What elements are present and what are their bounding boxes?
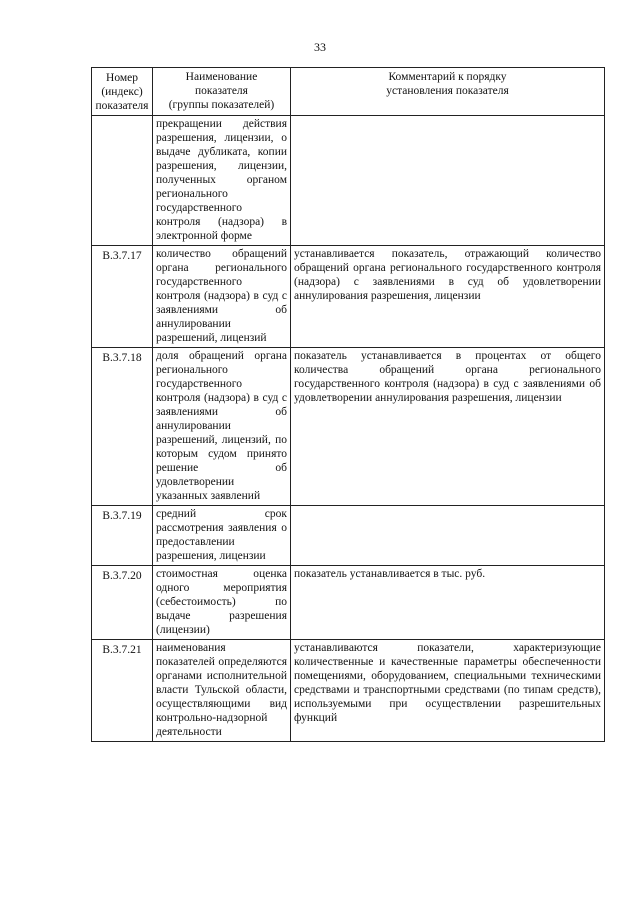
header-name-line: Наименование (185, 71, 258, 83)
header-number-line: Номер (106, 72, 138, 84)
table-row (92, 566, 605, 640)
row-number (92, 116, 153, 246)
header-name (153, 68, 291, 116)
table-row (92, 348, 605, 506)
row-name-text: количество обращений органа регионального государственного контроля (надзора) в суд с заявлениями об аннулировании разрешений, лицензий (156, 248, 287, 344)
header-comment (291, 68, 605, 116)
row-name (153, 348, 291, 506)
header-comment-line: установления показателя (386, 85, 509, 97)
row-name (153, 246, 291, 348)
row-name-text: наименования показателей определяются органами исполнительной власти Тульской области, осуществляющими вид контрольно-надзорной деятельности (156, 642, 287, 738)
row-comment (291, 506, 605, 566)
header-name-line: (группы показателей) (168, 99, 275, 111)
row-name (153, 640, 291, 742)
row-number: В.3.7.21 (92, 640, 153, 742)
table-row (92, 506, 605, 566)
row-number: В.3.7.18 (92, 348, 153, 506)
row-number: В.3.7.17 (92, 246, 153, 348)
header-number (92, 68, 153, 116)
table-row (92, 116, 605, 246)
header-name-line: показателя (195, 85, 248, 97)
row-name (153, 506, 291, 566)
row-name-text: доля обращений органа регионального государственного контроля (надзора) в суд с заявлениями об аннулировании разрешений, лицензий, по которым судом принято решение об удовлетворении указанных заявлений (156, 350, 287, 502)
header-comment-line: Комментарий к порядку (388, 71, 507, 83)
row-comment: показатель устанавливается в процентах от общего количества обращений органа регионального государственного контроля (надзора) в суд с заявлениями об удовлетворении аннулирования разрешения, лицензии (291, 348, 605, 506)
row-name-text: средний срок рассмотрения заявления о предоставлении разрешения, лицензии (156, 508, 287, 562)
page-number: 33 (314, 40, 326, 54)
table-row (92, 246, 605, 348)
row-name (153, 116, 291, 246)
row-comment: устанавливаются показатели, характеризующие количественные и качественные параметры обеспеченности помещениями, оборудованием, специальными техническими средствами и транспортными средствами (по типам средств), используемыми при осуществлении разрешительных функций (291, 640, 605, 742)
row-name-text: стоимостная оценка одного мероприятия (себестоимость) по выдаче разрешения (лицензии) (156, 568, 287, 636)
row-comment: устанавливается показатель, отражающий количество обращений органа регионального государственного контроля (надзора) с заявлениями в суд об удовлетворении аннулирования разрешения, лицензии (291, 246, 605, 348)
indicators-table (91, 67, 605, 742)
row-name (153, 566, 291, 640)
header-number-line: (индекс) (101, 86, 143, 98)
row-comment: показатель устанавливается в тыс. руб. (291, 566, 605, 640)
table-row (92, 640, 605, 742)
row-name-text: прекращении действия разрешения, лицензии, о выдаче дубликата, копии разрешения, лицензии, полученных органом регионального государственного контроля (надзора) в электронной форме (156, 118, 287, 242)
header-number-line: показателя (95, 100, 149, 112)
row-number: В.3.7.20 (92, 566, 153, 640)
row-comment (291, 116, 605, 246)
table-header-row (92, 68, 605, 116)
row-number: В.3.7.19 (92, 506, 153, 566)
